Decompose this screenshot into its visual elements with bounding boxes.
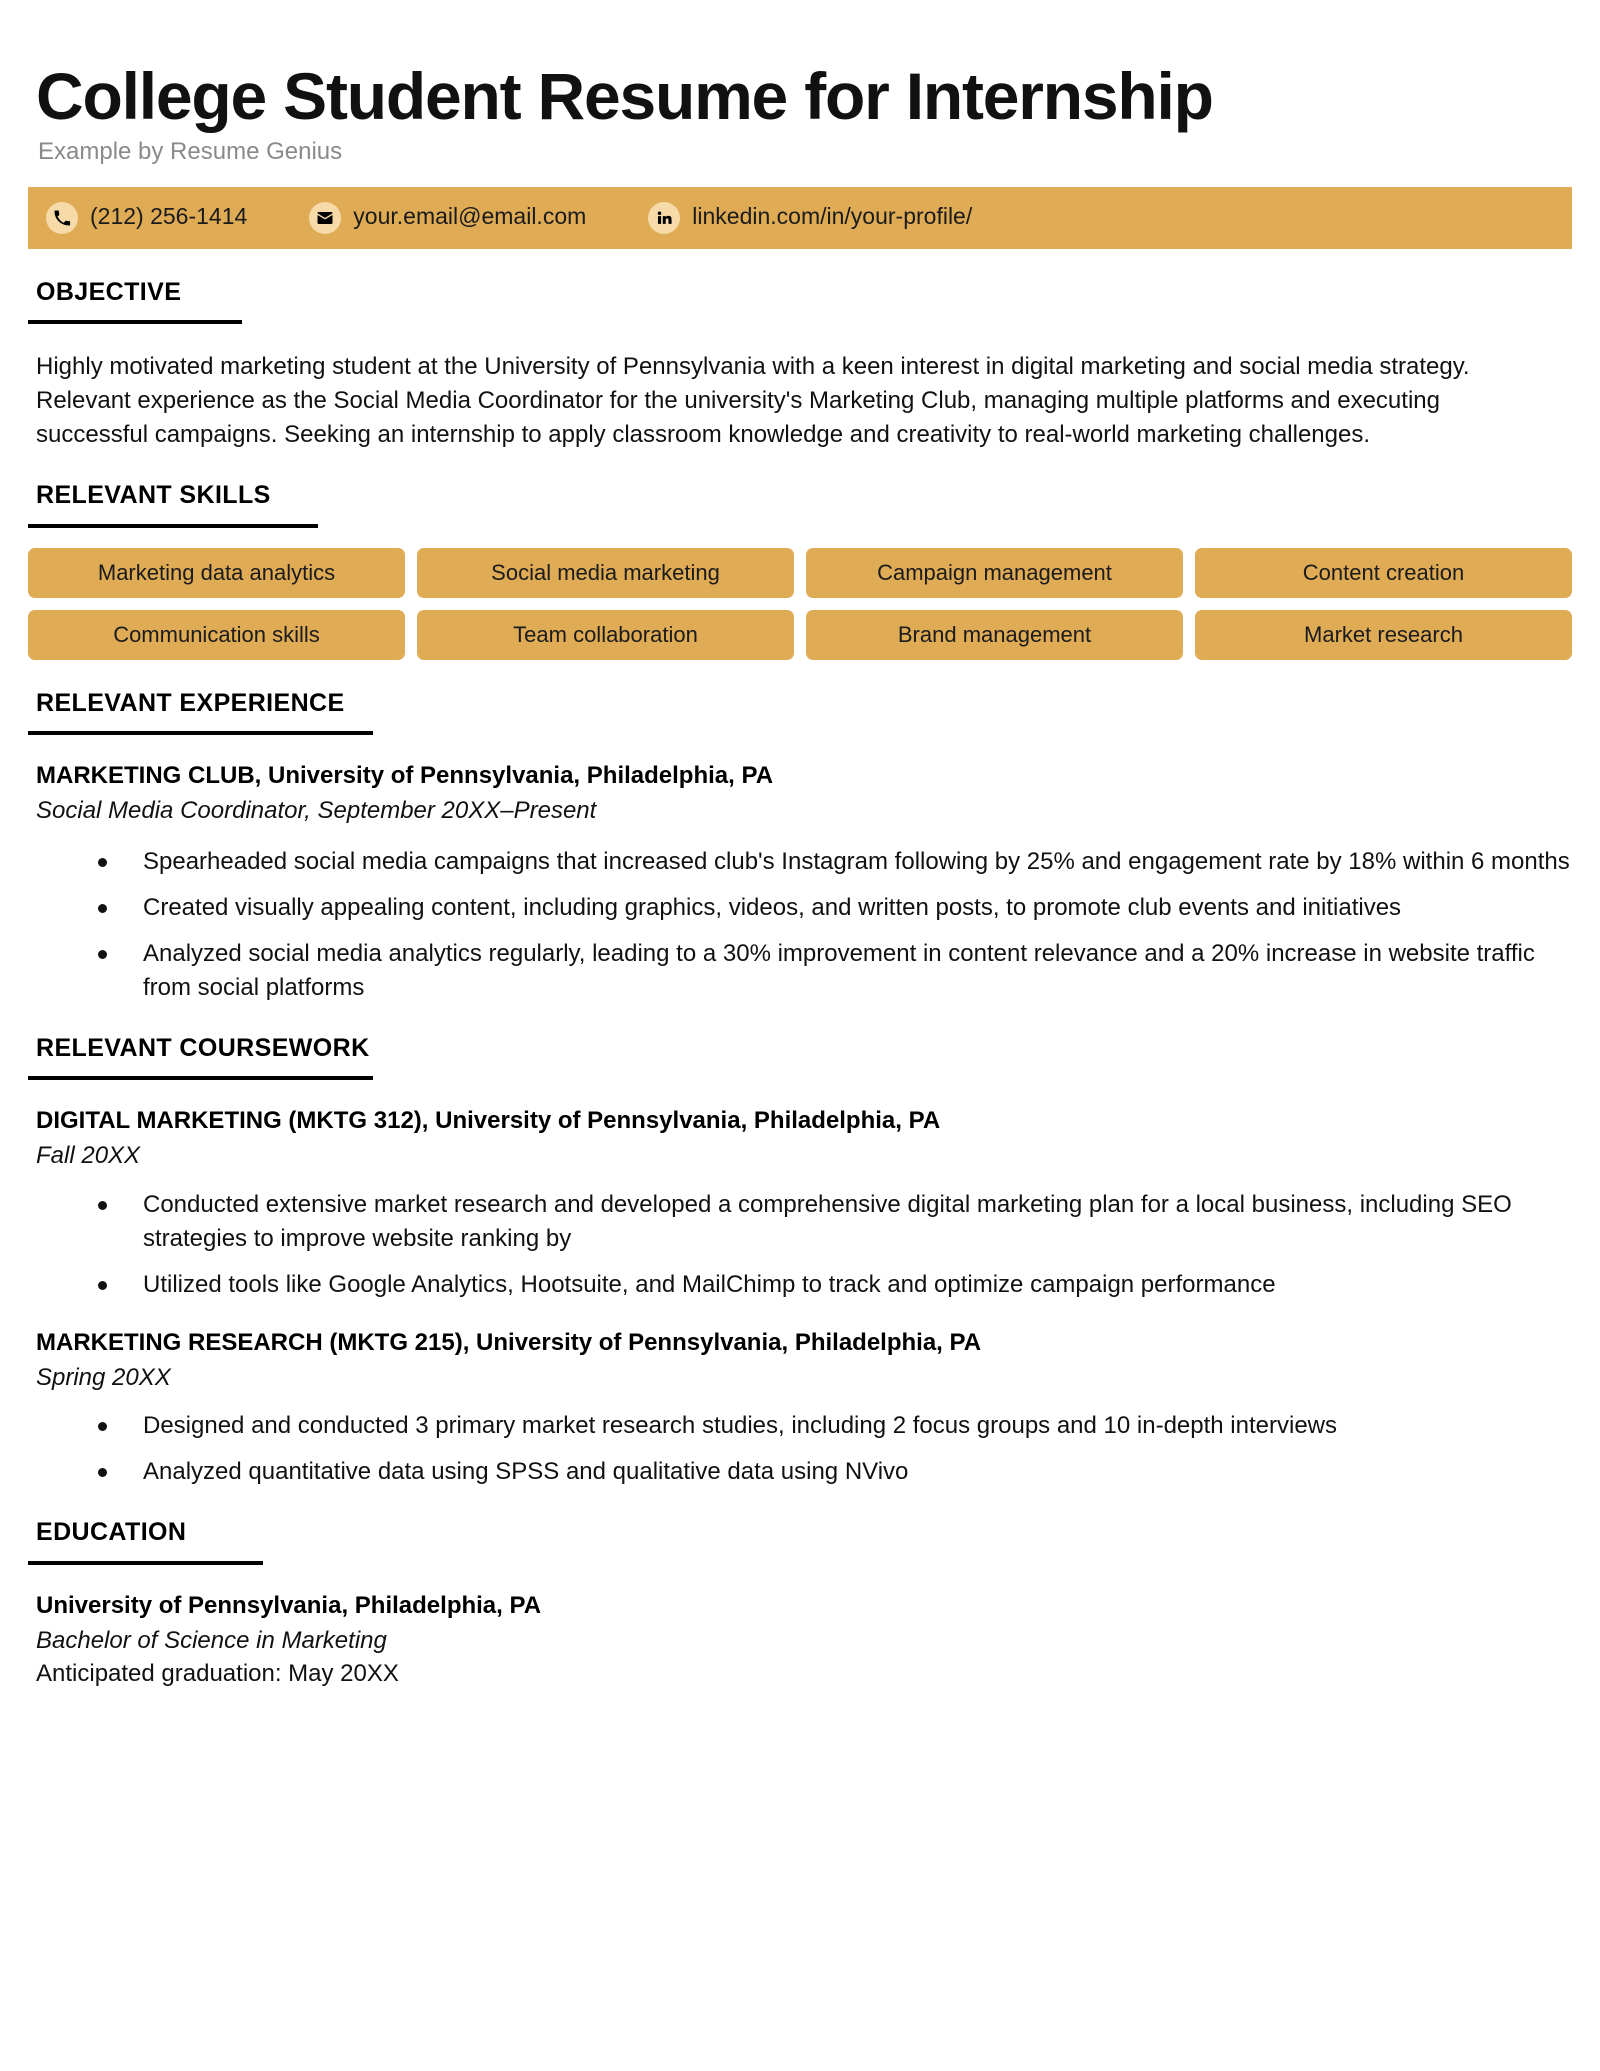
section-rule [28, 320, 242, 324]
skill-pill: Campaign management [806, 548, 1183, 598]
skill-pill: Market research [1195, 610, 1572, 660]
entry-subtitle: Social Media Coordinator, September 20XX–Present [36, 797, 597, 825]
entry-bullets [28, 1409, 1572, 1489]
section-heading-experience: RELEVANT EXPERIENCE [36, 688, 345, 717]
contact-email-text: your.email@email.com [353, 203, 587, 230]
entry-title: DIGITAL MARKETING (MKTG 312), University of Pennsylvania, Philadelphia, PA [36, 1107, 941, 1135]
section-rule [28, 1561, 263, 1565]
contact-linkedin-text: linkedin.com/in/your-profile/ [692, 203, 973, 230]
education-entry [28, 1591, 1572, 1689]
section-rule [28, 1076, 373, 1080]
section-coursework [28, 1035, 1572, 1489]
bullet-item: Analyzed social media analytics regularly, leading to a 30% improvement in content relevance and a 20% increase in website traffic from social platforms [28, 937, 1572, 1005]
entry-graduation: Anticipated graduation: May 20XX [36, 1659, 399, 1687]
section-heading-objective: OBJECTIVE [36, 277, 182, 306]
skill-pill: Brand management [806, 610, 1183, 660]
section-skills [28, 482, 1572, 660]
experience-entry [28, 761, 1572, 1005]
objective-text: Highly motivated marketing student at the University of Pennsylvania with a keen interest in digital marketing and social media strategy. Relevant experience as the Social Media Coordinator for the university's Marketing Club, managing multiple platforms and executing successful campaigns. Seeking an internship to apply classroom knowledge and creativity to real-world marketing challenges. [36, 353, 1470, 449]
section-heading-skills: RELEVANT SKILLS [36, 481, 271, 510]
skill-pill: Marketing data analytics [28, 548, 405, 598]
section-experience [28, 690, 1572, 1005]
section-heading-education: EDUCATION [36, 1518, 187, 1547]
phone-icon [46, 202, 78, 234]
skill-pill: Social media marketing [417, 548, 794, 598]
page-subtitle: Example by Resume Genius [38, 137, 343, 165]
contact-phone[interactable] [46, 202, 247, 234]
skill-pill: Content creation [1195, 548, 1572, 598]
entry-title: MARKETING RESEARCH (MKTG 215), University of Pennsylvania, Philadelphia, PA [36, 1328, 982, 1356]
entry-subtitle: Spring 20XX [36, 1363, 171, 1391]
contact-email[interactable] [309, 202, 586, 234]
bullet-item: Conducted extensive market research and developed a comprehensive digital marketing plan for a local business, including SEO strategies to improve website ranking by [28, 1188, 1572, 1256]
coursework-entry [28, 1328, 1572, 1489]
contact-linkedin[interactable] [648, 202, 972, 234]
entry-subtitle: Bachelor of Science in Marketing [36, 1626, 387, 1654]
skill-pill: Communication skills [28, 610, 405, 660]
linkedin-icon [648, 202, 680, 234]
document-header [28, 0, 1572, 167]
page-title: College Student Resume for Internship [36, 59, 1213, 133]
section-objective [28, 279, 1572, 453]
entry-subtitle: Fall 20XX [36, 1142, 141, 1170]
contact-phone-text: (212) 256-1414 [90, 203, 248, 230]
section-rule [28, 524, 318, 528]
skill-pill: Team collaboration [417, 610, 794, 660]
bullet-item: Created visually appealing content, including graphics, videos, and written posts, to promote club events and initiatives [28, 891, 1572, 925]
entry-title: University of Pennsylvania, Philadelphia, PA [36, 1591, 542, 1619]
entry-bullets [28, 845, 1572, 1005]
contact-bar [28, 187, 1572, 249]
section-education [28, 1519, 1572, 1689]
section-rule [28, 731, 373, 735]
bullet-item: Utilized tools like Google Analytics, Hootsuite, and MailChimp to track and optimize campaign performance [28, 1268, 1572, 1302]
section-heading-coursework: RELEVANT COURSEWORK [36, 1033, 370, 1062]
entry-bullets [28, 1188, 1572, 1302]
bullet-item: Designed and conducted 3 primary market research studies, including 2 focus groups and 10 in-depth interviews [28, 1409, 1572, 1443]
bullet-item: Spearheaded social media campaigns that increased club's Instagram following by 25% and engagement rate by 18% within 6 months [28, 845, 1572, 879]
skills-grid [28, 548, 1572, 660]
envelope-icon [309, 202, 341, 234]
bullet-item: Analyzed quantitative data using SPSS and qualitative data using NVivo [28, 1455, 1572, 1489]
coursework-entry [28, 1106, 1572, 1301]
entry-title: MARKETING CLUB, University of Pennsylvania, Philadelphia, PA [36, 762, 774, 790]
